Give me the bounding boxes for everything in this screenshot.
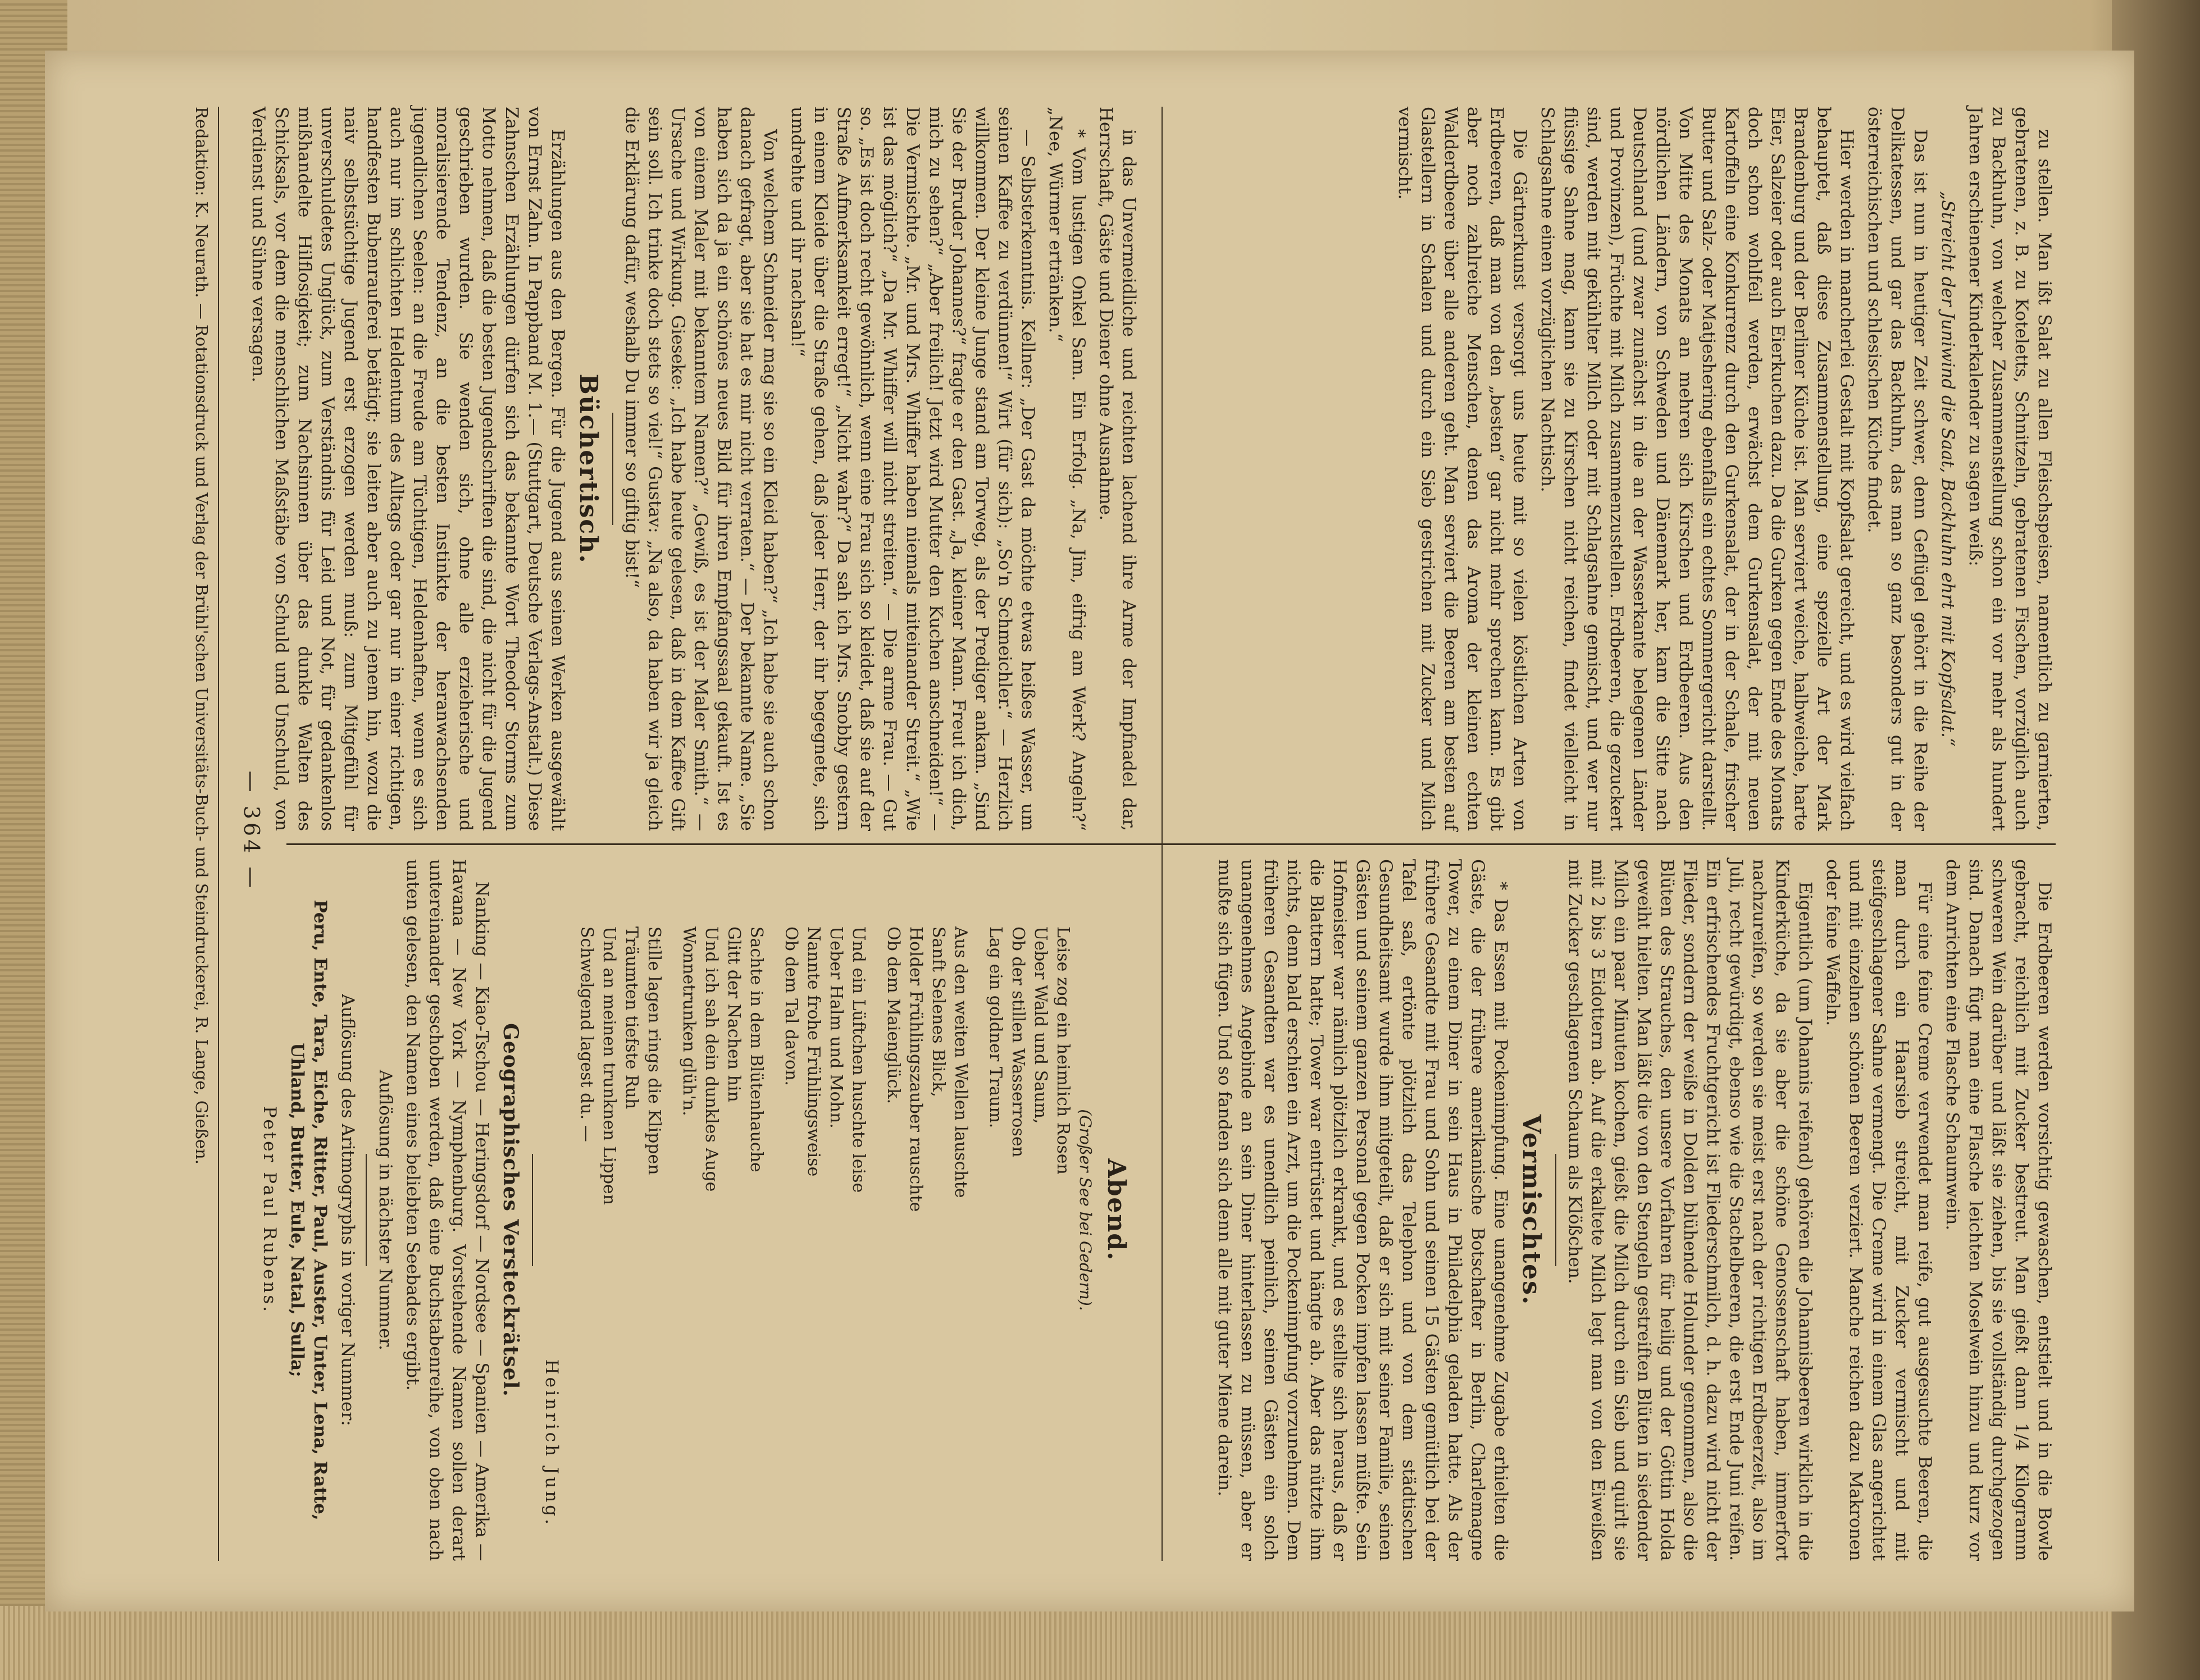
aufloesung-words: Peru, Ente, Tara, Eiche, Ritter, Paul, Auster, Unter, Lena, Ratte, Uhland, Butter, Eule, Natal, Sulla;	[287, 900, 330, 1521]
joke-item: * Vom lustigen Onkel Sam. Ein Erfolg. „Na, Jim, eifrig am Werk? Angeln?“ „Nee, Würmer ertränken.“	[1045, 107, 1088, 831]
book-review: Erzählungen aus den Bergen. Für die Jugend aus seinen Werken ausgewählt von Ernst Zahn. In Pappband M. 1.— (Stuttgart, Deutsche Verlags-Anstalt.) Diese Zahnschen Erzählungen dürfen sich das bekannte Wort Theodor Storms zum Motto nehmen, daß die besten Jugendschriften die sind, die nicht für die Jugend geschrieben wurden. Sie wenden sich, ohne alle erzieherische und moralisierende Tendenz, an die besten Instinkte der heranwachsenden jugendlichen Seelen: an die Freude am Tüchtigen, Heldenhaften, wenn es sich auch nur im schlichten Heldentum des Alltags oder gar nur in einer richtigen, handfesten Bubenrauferei betätigt; sie leiten aber auch zu jenem hin, wozu die naiv selbstsüchtige Jugend erst erzogen werden muß: zum Mitgefühl für unverschuldetes Unglück, zum Verständnis für Leid und Not, für gedankenlos mißhandelte Hilflosigkeit; zum Nachsinnen über das dunkle Walten des Schicksals, vor dem die menschlichen Maßstäbe von Schuld und Unschuld, von Verdienst und Sühne versagen.	[248, 107, 568, 831]
column-right-top	[1179, 859, 2056, 1561]
poem-stanza	[882, 926, 972, 1561]
poem-line: Nannte frohe Frühlingsweise	[804, 926, 823, 1177]
poem-line: Und an meinen trunknen Lippen	[599, 926, 619, 1205]
poem-stanza	[984, 926, 1074, 1561]
poem-line: Und ich sah dein dunkles Auge	[702, 926, 721, 1192]
aufloesung-solution: Peter Paul Rubens.	[259, 1106, 280, 1314]
poem-author: Heinrich Jung.	[541, 1359, 562, 1527]
poem-line: Ob dem Tal davon.	[781, 926, 801, 1086]
paragraph: Für eine feine Creme verwendet man reife, gut ausgesuchte Beeren, die man durch ein Haarsieb streicht, mit Zucker vermischt und mit steifgeschlagener Sahne vermengt. Die Creme wird in einem Glas angerichtet und mit einzelnen schönen Beeren verziert. Manche reichen dazu Makronen oder feine Waffeln.	[1823, 859, 1935, 1561]
section-divider	[612, 413, 613, 525]
rotated-content	[84, 73, 2117, 1589]
column-left-bottom	[248, 107, 1140, 831]
joke-item: — Selbsterkenntnis. Kellner: „Der Gast da möchte etwas heißes Wasser, um seinen Kaffee zu verdünnen!“ Wirt (für sich): „So'n Schmeichler.“ — Herzlich willkommen. Der kleine Junge stand am Torweg, als der Prediger ankam. „Sind Sie der Bruder Johannes?“ fragte er den Gast. „Ja, kleiner Mann. Freut ich dich, mich zu sehen?“ „Aber freilich! Jetzt wird Mutter den Kuchen anschneiden!“ — Die Vermischte. „Mr. und Mrs. Whiffer haben niemals miteinander Streit.“ „Wie ist das möglich?“ „Da Mr. Whiffer will nicht streiten.“ — Die arme Frau. — Gut so. „Es ist doch recht gewöhnlich, wenn eine Frau sich so kleidet, daß sie auf der Straße Aufmerksamkeit erregt!“ „Nicht wahr?“ Da sah ich Mrs. Snobby gestern in einem Kleide über die Straße gehen, daß jeder Herr, der ihr begegnete, sich umdrehte und ihr nachsah!“	[787, 107, 1038, 831]
paragraph: Das ist nun in heutiger Zeit schwer, denn Geflügel gehört in die Reihe der Delikatessen, und gar das Backhuhn, das man so ganz besonders gut in der österreichischen und schlesischen Küche findet.	[1864, 107, 1930, 831]
poem-caption: (Großer See bei Gedern).	[1076, 1109, 1095, 1311]
section-divider	[1555, 1154, 1556, 1266]
poem-line: Ueber Halm und Mohn.	[826, 926, 846, 1129]
paragraph: Die Erdbeeren werden vorsichtig gewaschen, entstielt und in die Bowle gebracht, reichlich mit Zucker bestreut. Man gießt dann 1/4 Kilogramm schweren Wein darüber und läßt sie ziehen, bis sie vollständig durchgezogen sind. Danach fügt man eine Flasche leichten Moselwein hinzu und kurz vor dem Anrichten eine Flasche Schaumwein.	[1942, 859, 2055, 1561]
paragraph: Eigentlich (um Johannis reifend) gehören die Johannisbeeren wirklich in die Kinderküche, da sie aber die schöne Genossenschaft haben, immerfort nachzureifen, so werden sie meist erst nach der richtigen Erdbeerzeit, also im Juli, recht gewürdigt, ebenso wie die Stachelbeeren, die erst Ende Juni reifen. Ein erfrischendes Fruchtgericht ist Fliederschmilch, d. h. dazu wird nicht der Flieder, sondern der weiße in Dolden blühende Holunder genommen, also die Blüten des Strauches, den unsere Vorfahren für heilig und der Göttin Holda geweiht hielten. Man läßt die von den Stengeln gestreiften Blüten in siedender Milch ein paar Minuten kochen, gießt die Milch durch ein Sieb und quirlt sie mit 2 bis 3 Eidottern ab. Auf die erkaltete Milch legt man von den Eiweißen mit Zucker geschlagenen Schaum als Klößchen.	[1565, 859, 1815, 1561]
poem-line: Träumten tiefste Ruh	[622, 926, 641, 1110]
paragraph: zu stellen. Man ißt Salat zu allen Fleischspeisen, namentlich zu garnierten, gebratenen, z. B. zu Koteletts, Schnitzeln, gebratenen Fischen, vorzüglich auch zu Backhuhn, von welcher Zusammenstellung schon ein vor mehr als hundert Jahren erschienener Kinderkalender zu sagen weiß:	[1965, 107, 2055, 831]
page-number: — 364 —	[239, 770, 264, 892]
poem-line: Ob der stillen Wasserrosen	[1008, 926, 1028, 1157]
column-left-top	[1179, 107, 2056, 831]
poem-line: Ob dem Maienglück.	[883, 926, 903, 1104]
poem-stanza	[780, 926, 869, 1561]
poem-line: Aus den weiten Wellen lauschte	[951, 926, 971, 1198]
paragraph: in das Unvermeidliche und reichten lachend ihre Arme der Impfnadel dar, Herrschaft, Gäste und Diener ohne Ausnahme.	[1096, 107, 1139, 831]
poem-line: Sachte in dem Blütenhauche	[746, 926, 766, 1172]
poem-line: Und ein Lüftchen huschte leise	[849, 926, 868, 1193]
news-item: * Das Essen mit Pockenimpfung. Eine unangenehme Zugabe erhielten die Gäste, die der frühere amerikanische Botschafter in Berlin, Charlemagne Tower, zu einem Diner in sein Haus in Philadelphia geladen hatte. Als der frühere Gesandte mit Frau und Sohn und seinen 15 Gästen gemütlich bei der Tafel saß, ertönte plötzlich das Telephon und von dem städtischen Gesundheitsamt wurde ihm mitgeteilt, daß er sich mit seiner Familie, seinen Gästen und seinem ganzen Personal gegen Pocken impfen lassen müßte. Sein Hofmeister war nämlich plötzlich erkrankt, und es stellte sich heraus, daß er die Blattern hatte; Tower war entrüstet und hängte ab. Aber das nützte ihm nichts, denn bald erschien ein Arzt, um die Pockenimpfung vorzunehmen. Dem früheren Gesandten war es unendlich peinlich, seinen Gästen ein solch unangenehmes Angebinde an sein Diner hinterlassen zu müssen, aber er mußte sich fügen. Und so fanden sich denn alle mit guter Miene darein.	[1214, 859, 1511, 1561]
poem-line: Sanft Selenes Blick,	[928, 926, 948, 1097]
imprint-footer: Redaktion: K. Neurath. — Rotationsdruck und Verlag der Brühl'schen Universitäts-Buch- und Steindruckerei, R. Lange, Gießen.	[191, 107, 219, 1561]
poem-line: Lag ein goldner Traum.	[986, 926, 1005, 1129]
poem-line: Ueber Wald und Saum,	[1031, 926, 1050, 1124]
paragraph: Hier werden in mancherlei Gestalt mit Kopfsalat gereicht, und es wird vielfach behauptet, daß diese Zusammenstellung, eine spezielle Art der Mark Brandenburg und der Berliner Küche ist. Man serviert weiche, halbweiche, harte Eier, Salzeier oder auch Eierkuchen dazu. Da die Gurken gegen Ende des Monats doch schon wohlfeil werden, erwächst dem Gurkensalat, der mit neuen Kartoffeln eine Konkurrenz durch den Gurkensalat, der in der Schale, frischer Butter und Salz- oder Matjeshering ebenfalls ein echtes Sommergericht darstellt. Von Mitte des Monats an mehren sich Kirschen und Erdbeeren. Aus den nördlichen Ländern, von Schweden und Dänemark her, kam die Sitte nach Deutschland (und zwar zunächst in die an der Wasserkante belegenen Länder und Provinzen), Früchte mit Milch zusammenzustellen. Erdbeeren, die gezuckert sind, werden mit gekühlter Milch oder mit Schlagsahne gemischt, und wer nur flüssige Sahne mag, kann sie zu Kirschen nicht reichen, findet vielleicht in Schlagsahne einen vorzüglichen Nachtisch.	[1537, 107, 1857, 831]
section-divider	[532, 1154, 533, 1266]
poem-stanza	[575, 926, 665, 1561]
verse-quote: „Streicht der Juniwind die Saat, Backhuhn ehrt mit Kopfsalat.“	[1938, 191, 1958, 747]
column-divider	[286, 843, 2056, 845]
raetsel-heading: Geographisches Versteckrätsel.	[499, 1023, 522, 1397]
poem-line: Wonnetrunken glüh'n.	[679, 926, 699, 1116]
section-divider	[366, 1154, 367, 1266]
poem-stanza	[677, 926, 767, 1561]
horizontal-divider	[1162, 107, 1163, 1561]
paragraph: Die Gärtnerkunst versorgt uns heute mit so vielen köstlichen Arten von Erdbeeren, daß man von den „besten“ gar nicht mehr sprechen kann. Es gibt aber noch zahlreiche Menschen, denen das Aroma der kleinen echten Walderdbeere über alle anderen geht. Man serviert die Beeren am besten auf Glastellern in Schalen und durch ein Sieb gestrichen mit Zucker und Milch vermischt.	[1395, 107, 1530, 831]
newspaper-page	[45, 51, 2134, 1611]
poem-line: Schwelgend lagest du. —	[577, 926, 596, 1142]
poem-line: Stille lagen rings die Klippen	[644, 926, 664, 1175]
column-right-bottom	[259, 859, 1140, 1561]
joke-item: Von welchem Schneider mag sie so ein Kleid haben?“ „Ich habe sie auch schon danach gefragt, aber sie hat es mir nicht verraten.“ — Der bekannte Name. „Sie haben sich da ja ein schönes neues Bild für ihren Empfangssaal gekauft. Ist es von einem Maler mit bekanntem Namen?“ „Gewiß, es ist der Maler Smith.“ — Ursache und Wirkung. Gieseke: „Ich habe heute gelesen, daß in dem Kaffee Gift sein soll. Ich trinke doch stets so viel!“ Gustav: „Na also, da haben wir ja gleich die Erklärung dafür, weshalb Du immer so giftig bist!“	[622, 107, 780, 831]
poem-line: Glitt der Nachen hin	[724, 926, 744, 1102]
buechertisch-heading: Büchertisch.	[574, 373, 603, 564]
book-page-stack	[0, 1606, 2200, 1680]
aufloesung-next: Auflösung in nächster Nummer.	[375, 1070, 395, 1350]
poem-line: Holder Frühlingszauber rauschte	[906, 926, 926, 1212]
aufloesung-label: Auflösung des Aritmogryphs in voriger Nummer:	[338, 994, 358, 1426]
poem	[575, 926, 1074, 1561]
raetsel-text: Nanking — Kiao-Tschou — Heringsdorf — Nordsee — Spanien — Amerika — Havana — New York — Nymphenburg. Vorstehende Namen sollen derart untereinander geschoben werden, daß eine Buchstabenreihe, von oben nach unten gelesen, den Namen eines beliebten Seebades ergibt.	[403, 859, 492, 1561]
vermischtes-heading: Vermischtes.	[1517, 1114, 1546, 1306]
poem-line: Leise zog ein heimlich Rosen	[1053, 926, 1073, 1175]
poem-title: Abend.	[1102, 1158, 1131, 1262]
